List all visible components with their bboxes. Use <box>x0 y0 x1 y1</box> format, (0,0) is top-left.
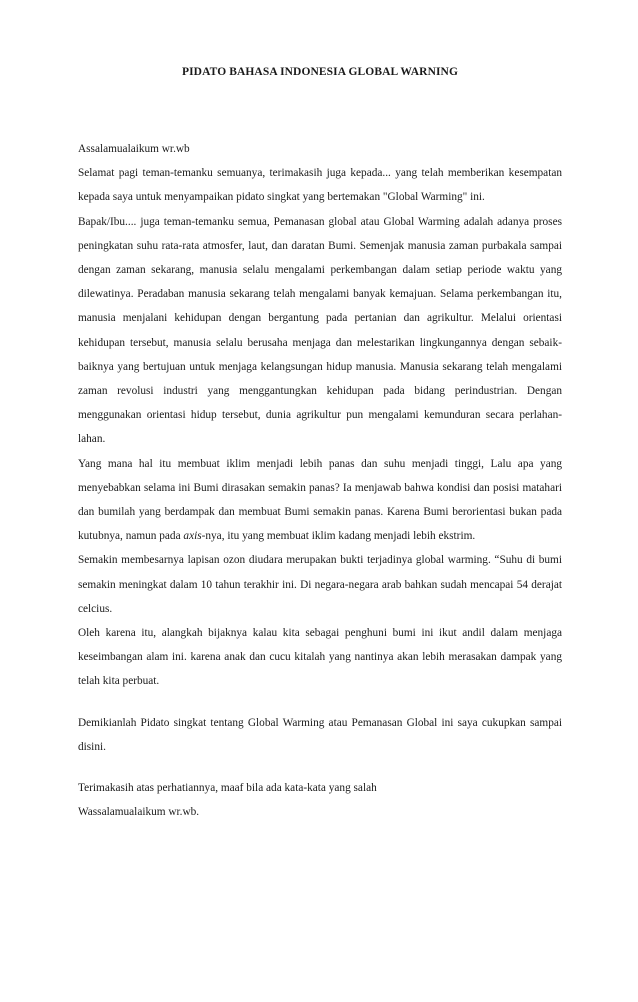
axis-term: axis <box>183 530 202 543</box>
greeting: Assalamualaikum wr.wb <box>78 143 190 155</box>
paragraph-call-to-action: Oleh karena itu, alangkah bijaknya kalau kita sebagai penghuni bumi ini ikut andil dalam menjaga keseimbangan alam ini. karena anak dan cucu kitalah yang nantinya akan lebih merasakan dampak yang telah kita perbuat. <box>78 627 562 688</box>
document-page <box>78 0 562 1002</box>
thanks-line: Terimakasih atas perhatiannya, maaf bila ada kata-kata yang salah <box>78 782 377 795</box>
paragraph-opening: Selamat pagi teman-temanku semuanya, terimakasih juga kepada... yang telah memberikan kesempatan kepada saya untuk menyampaikan pidato singkat yang bertemakan "Global Warming" ini. <box>78 167 562 204</box>
paragraph-cause-text-end: -nya, itu yang membuat iklim kadang menjadi lebih ekstrim. <box>201 530 476 543</box>
paragraph-conclusion: Demikianlah Pidato singkat tentang Global Warming atau Pemanasan Global ini saya cukupkan sampai disini. <box>78 716 562 753</box>
document-body <box>78 137 562 824</box>
paragraph-evidence: Semakin membesarnya lapisan ozon diudara merupakan bukti terjadinya global warming. “Suhu di bumi semakin meningkat dalam 10 tahun terakhir ini. Di negara-negara arab bahkan sudah mencapai 54 derajat celcius. <box>78 554 562 615</box>
document-title: PIDATO BAHASA INDONESIA GLOBAL WARNING <box>181 66 459 78</box>
paragraph-cause-text: Yang mana hal itu membuat iklim menjadi lebih panas dan suhu menjadi tinggi, Lalu apa yang menyebabkan selama ini Bumi dirasakan semakin panas? Ia menjawab bahwa kondisi dan posisi matahari dan bumilah yang berdampak dan membuat Bumi semakin panas. Karena Bumi berorientasi bukan pada kutubnya, namun pada <box>78 457 562 543</box>
paragraph-cause <box>78 452 562 549</box>
paragraph-definition: Bapak/Ibu.... juga teman-temanku semua, Pemanasan global atau Global Warming adalah adanya proses peningkatan suhu rata-rata atmosfer, laut, dan daratan Bumi. Semenjak manusia zaman purbakala sampai dengan zaman sekarang, manusia selalu mengalami perkembangan dalam setiap periode waktu yang dilewatinya. Peradaban manusia sekarang telah mengalami banyak kemajuan. Selama perkembangan itu, manusia menjalani kehidupan dengan bergantung pada pertanian dan agrikultur. Melalui orientasi kehidupan tersebut, manusia selalu berusaha menjaga dan melestarikan lingkungannya dengan sebaik-baiknya yang bertujuan untuk menjaga kelangsungan hidup manusia. Manusia sekarang telah mengalami zaman revolusi industri yang menggantungkan kehidupan pada bidang perindustrian. Dengan menggunakan orientasi hidup tersebut, dunia agrikultur pun mengalami kemunduran secara perlahan-lahan. <box>78 215 562 446</box>
closing-line: Wassalamualaikum wr.wb. <box>78 806 200 819</box>
